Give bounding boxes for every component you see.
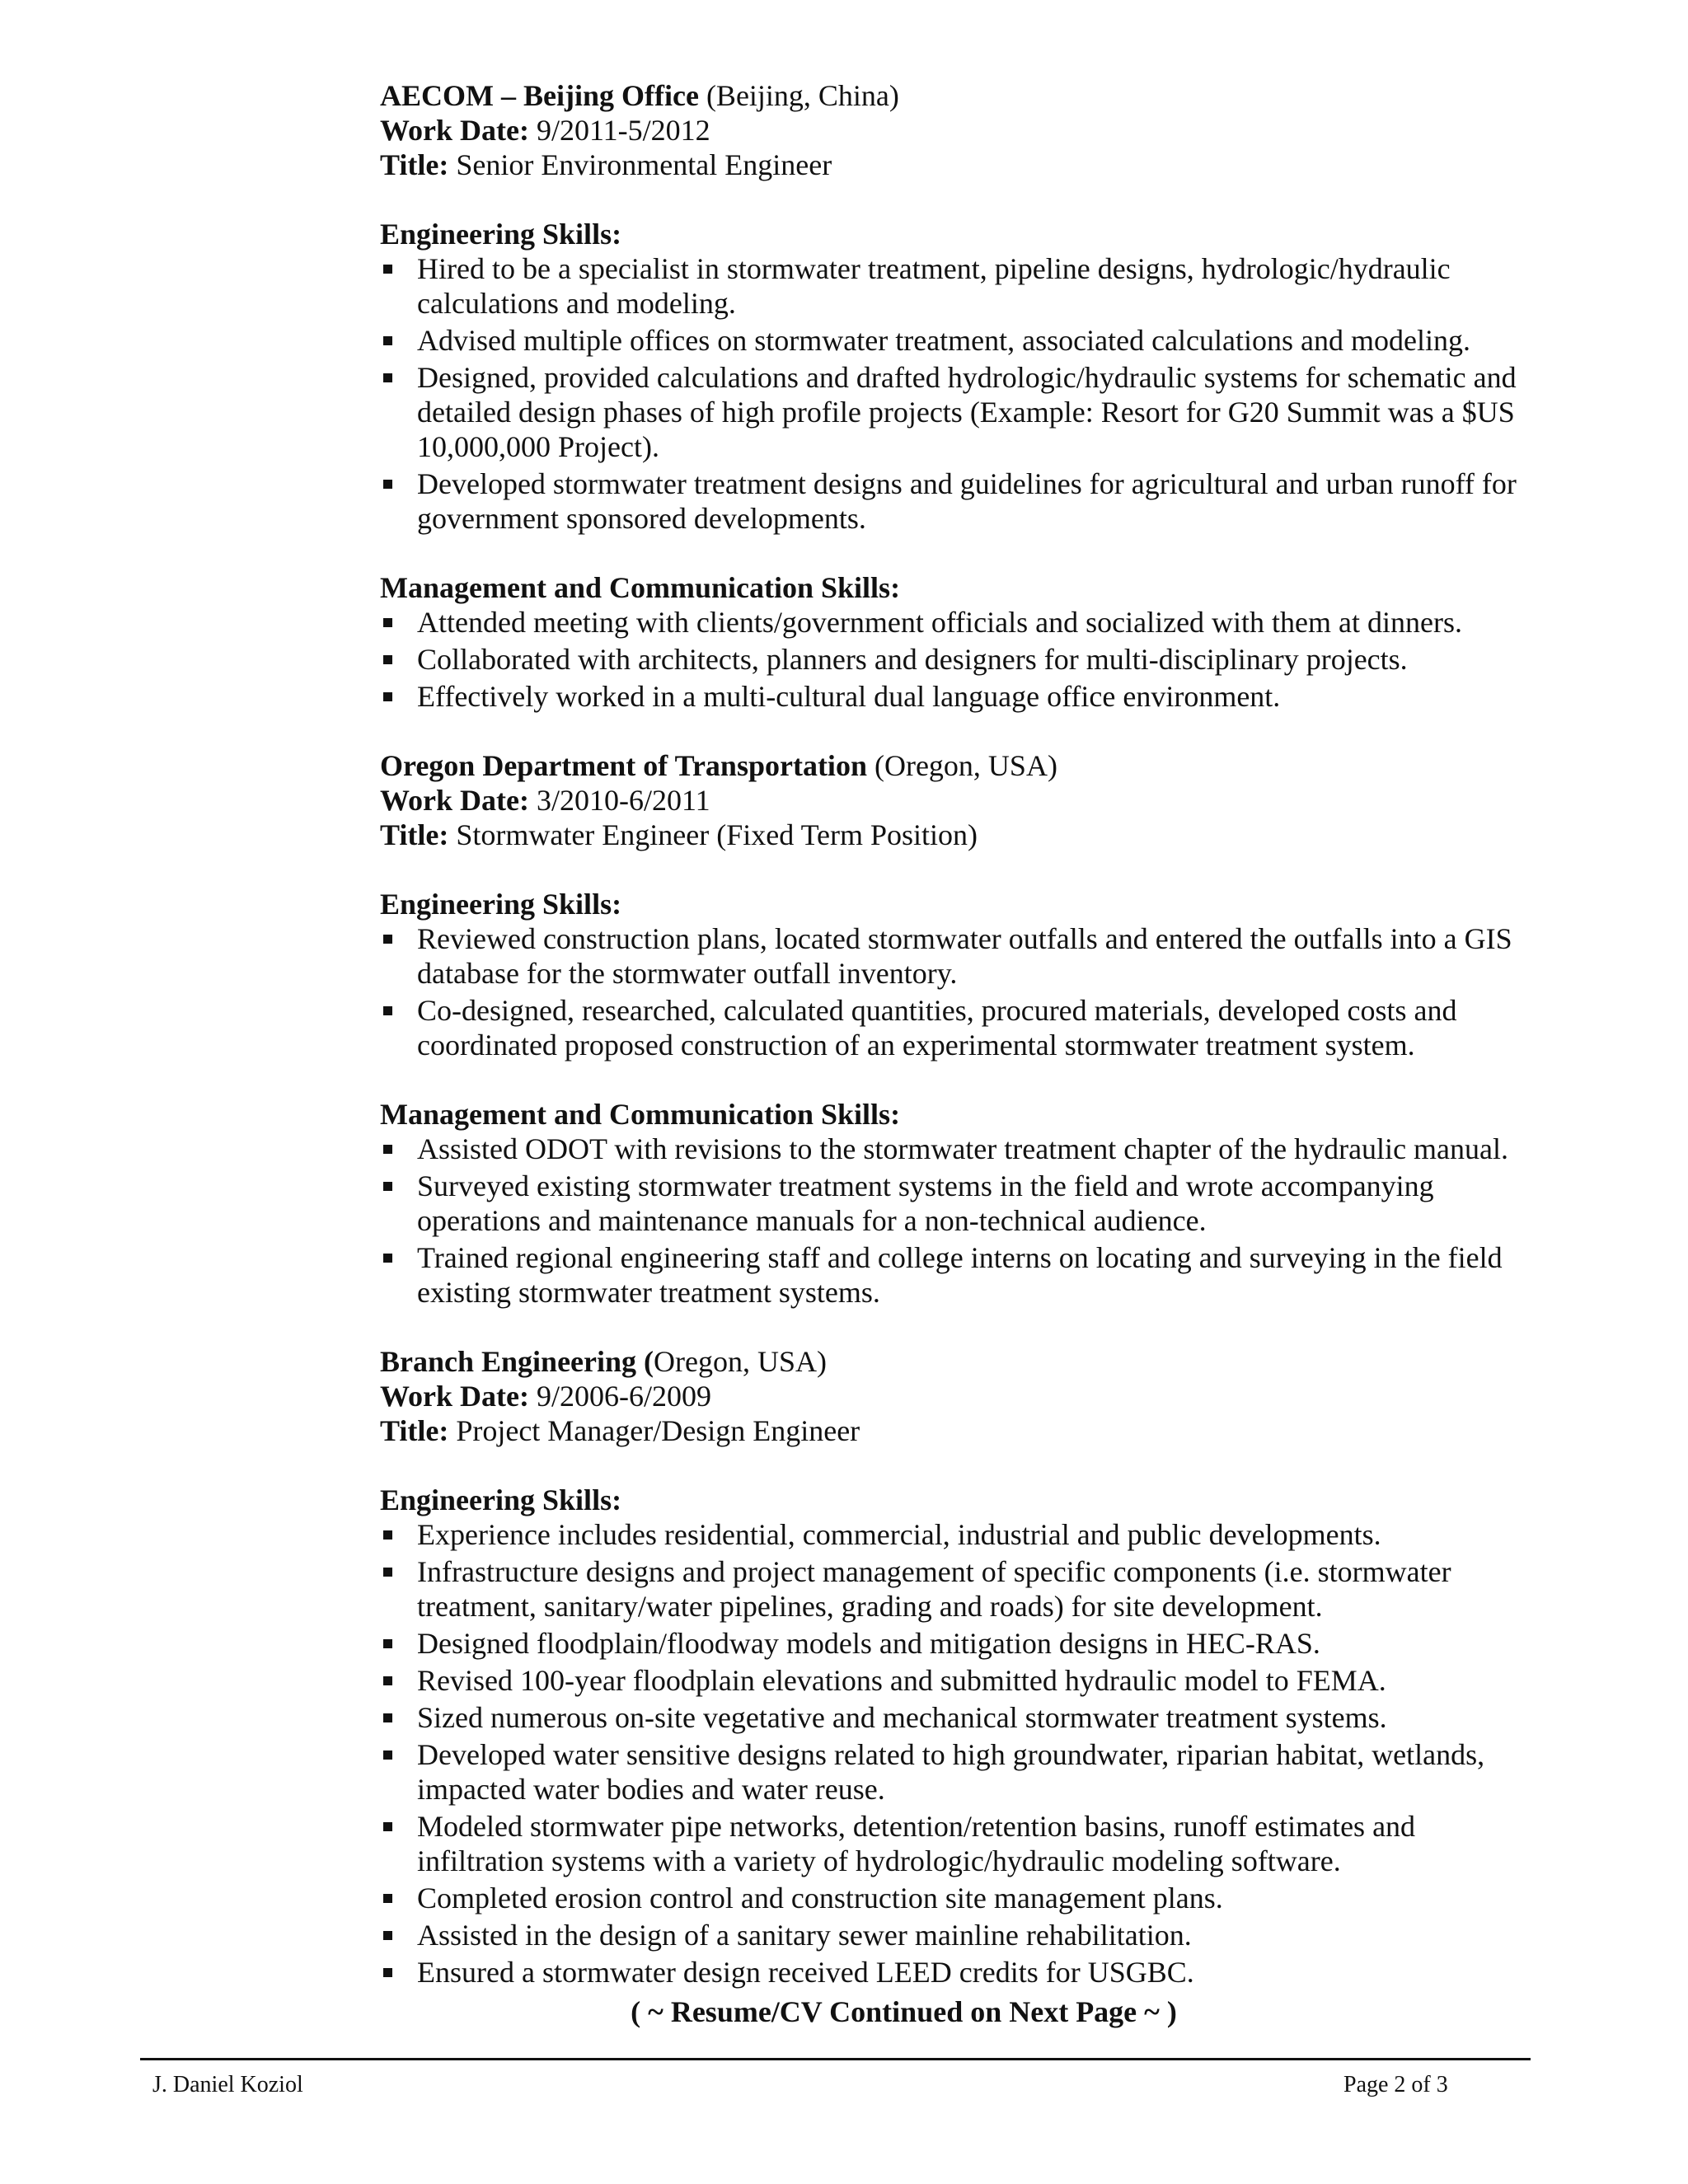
title-label: Title:: [380, 1414, 449, 1447]
bullet-list: [380, 1517, 1526, 1990]
employer-location: (Beijing, China): [706, 79, 899, 112]
bullet-item: [380, 1955, 1526, 1990]
title-value: Senior Environmental Engineer: [456, 148, 832, 181]
bullet-item: [380, 605, 1526, 640]
work-date-value: 9/2006-6/2009: [536, 1380, 711, 1413]
section-heading: Engineering Skills:: [380, 218, 622, 251]
bullet-text: Ensured a stormwater design received LEED credits for USGBC.: [417, 1956, 1194, 1989]
bullet-square-icon: [383, 265, 392, 274]
bullet-text: Collaborated with architects, planners and designers for multi-disciplinary projects.: [417, 643, 1408, 676]
bullet-text: Completed erosion control and construction site management plans.: [417, 1882, 1223, 1915]
bullet-text: Advised multiple offices on stormwater treatment, associated calculations and modeling.: [417, 324, 1470, 357]
job-entry: [380, 1344, 1526, 1990]
bullet-item: [380, 1737, 1526, 1807]
section-heading: Management and Communication Skills:: [380, 571, 901, 604]
work-date-line: [380, 113, 1526, 148]
bullet-square-icon: [383, 1639, 392, 1648]
work-date-line: [380, 1379, 1526, 1413]
resume-content: [380, 78, 1526, 2024]
skills-section: [380, 1483, 1526, 1990]
bullet-item: [380, 1663, 1526, 1698]
bullet-item: [380, 1626, 1526, 1661]
skills-section: [380, 887, 1526, 1062]
employer-location: Oregon, USA): [654, 1345, 827, 1378]
bullet-item: [380, 1554, 1526, 1624]
bullet-text: Developed stormwater treatment designs and guidelines for agricultural and urban runoff for government sponsored developments.: [417, 467, 1517, 535]
bullet-text: Designed, provided calculations and drafted hydrologic/hydraulic systems for schematic and detailed design phases of high profile projects (Example: Resort for G20 Summit was a $US 10,000,000 Project).: [417, 361, 1517, 463]
bullet-square-icon: [383, 336, 392, 345]
bullet-item: [380, 360, 1526, 464]
bullet-square-icon: [383, 1968, 392, 1977]
title-line: [380, 1413, 1526, 1448]
employer-location: (Oregon, USA): [874, 749, 1057, 782]
work-date-line: [380, 783, 1526, 818]
skills-section: [380, 217, 1526, 536]
bullet-item: [380, 1132, 1526, 1166]
bullet-square-icon: [383, 1750, 392, 1760]
work-date-value: 3/2010-6/2011: [536, 784, 710, 817]
bullet-text: Modeled stormwater pipe networks, detention/retention basins, runoff estimates and infiltration systems with a variety of hydrologic/hydraulic modeling software.: [417, 1810, 1416, 1877]
title-label: Title:: [380, 818, 449, 851]
bullet-square-icon: [383, 655, 392, 664]
bullet-square-icon: [383, 1822, 392, 1831]
bullet-text: Experience includes residential, commercial, industrial and public developments.: [417, 1518, 1381, 1551]
bullet-square-icon: [383, 373, 392, 382]
skills-section: [380, 1097, 1526, 1310]
bullet-square-icon: [383, 935, 392, 944]
bullet-list: [380, 1132, 1526, 1310]
footer-divider: [140, 2058, 1531, 2060]
bullet-text: Designed floodplain/floodway models and mitigation designs in HEC-RAS.: [417, 1627, 1320, 1660]
title-line: [380, 818, 1526, 852]
bullet-square-icon: [383, 1006, 392, 1015]
bullet-square-icon: [383, 1145, 392, 1154]
skills-section: [380, 570, 1526, 714]
bullet-list: [380, 251, 1526, 536]
bullet-square-icon: [383, 1713, 392, 1722]
bullet-text: Effectively worked in a multi-cultural dual language office environment.: [417, 680, 1281, 713]
bullet-square-icon: [383, 1894, 392, 1903]
bullet-item: [380, 466, 1526, 536]
bullet-item: [380, 1517, 1526, 1552]
employer-line: [380, 748, 1526, 783]
bullet-square-icon: [383, 1182, 392, 1191]
bullet-text: Sized numerous on-site vegetative and mechanical stormwater treatment systems.: [417, 1701, 1387, 1734]
bullet-text: Assisted in the design of a sanitary sewer mainline rehabilitation.: [417, 1919, 1192, 1952]
work-date-label: Work Date:: [380, 1380, 529, 1413]
bullet-text: Hired to be a specialist in stormwater treatment, pipeline designs, hydrologic/hydraulic calculations and modeling.: [417, 252, 1451, 320]
bullet-item: [380, 1700, 1526, 1735]
section-heading: Management and Communication Skills:: [380, 1098, 901, 1131]
footer-author-name: J. Daniel Koziol: [152, 2072, 303, 2097]
bullet-square-icon: [383, 1530, 392, 1540]
employer-line: [380, 78, 1526, 113]
bullet-item: [380, 1918, 1526, 1952]
bullet-item: [380, 921, 1526, 991]
section-heading: Engineering Skills:: [380, 888, 622, 921]
bullet-item: [380, 323, 1526, 358]
job-entry: [380, 748, 1526, 1310]
work-date-value: 9/2011-5/2012: [536, 114, 710, 147]
job-entry: [380, 78, 1526, 714]
bullet-text: Reviewed construction plans, located stormwater outfalls and entered the outfalls into a GIS database for the stormwater outfall inventory.: [417, 922, 1512, 990]
bullet-item: [380, 993, 1526, 1062]
title-line: [380, 148, 1526, 182]
bullet-square-icon: [383, 1676, 392, 1685]
bullet-square-icon: [383, 692, 392, 701]
bullet-text: Revised 100-year floodplain elevations and submitted hydraulic model to FEMA.: [417, 1664, 1386, 1697]
title-value: Stormwater Engineer (Fixed Term Position): [456, 818, 978, 851]
bullet-item: [380, 642, 1526, 677]
bullet-item: [380, 1240, 1526, 1310]
bullet-list: [380, 605, 1526, 714]
employer-name: Branch Engineering (: [380, 1345, 654, 1378]
employer-name: AECOM – Beijing Office: [380, 79, 699, 112]
bullet-square-icon: [383, 480, 392, 489]
section-heading: Engineering Skills:: [380, 1483, 622, 1516]
bullet-item: [380, 1881, 1526, 1915]
title-label: Title:: [380, 148, 449, 181]
bullet-text: Developed water sensitive designs related to high groundwater, riparian habitat, wetlands, impacted water bodies and water reuse.: [417, 1738, 1485, 1806]
title-value: Project Manager/Design Engineer: [456, 1414, 860, 1447]
employer-name: Oregon Department of Transportation: [380, 749, 867, 782]
bullet-text: Co-designed, researched, calculated quantities, procured materials, developed costs and coordinated proposed construction of an experimental stormwater treatment system.: [417, 994, 1457, 1062]
bullet-text: Surveyed existing stormwater treatment systems in the field and wrote accompanying operations and maintenance manuals for a non-technical audience.: [417, 1169, 1434, 1237]
bullet-square-icon: [383, 1931, 392, 1940]
bullet-item: [380, 1169, 1526, 1238]
bullet-text: Trained regional engineering staff and college interns on locating and surveying in the field existing stormwater treatment systems.: [417, 1241, 1503, 1309]
bullet-list: [380, 921, 1526, 1062]
work-date-label: Work Date:: [380, 784, 529, 817]
continued-note: ( ~ Resume/CV Continued on Next Page ~ ): [631, 1995, 1177, 2028]
bullet-text: Assisted ODOT with revisions to the stormwater treatment chapter of the hydraulic manual.: [417, 1132, 1509, 1165]
bullet-square-icon: [383, 618, 392, 627]
bullet-text: Infrastructure designs and project management of specific components (i.e. stormwater treatment, sanitary/water pipelines, grading and roads) for site development.: [417, 1555, 1451, 1623]
footer-page-number: Page 2 of 3: [1343, 2072, 1448, 2097]
employer-line: [380, 1344, 1526, 1379]
work-date-label: Work Date:: [380, 114, 529, 147]
bullet-square-icon: [383, 1254, 392, 1263]
bullet-item: [380, 1809, 1526, 1878]
bullet-square-icon: [383, 1568, 392, 1577]
bullet-item: [380, 251, 1526, 321]
bullet-text: Attended meeting with clients/government officials and socialized with them at dinners.: [417, 606, 1462, 639]
bullet-item: [380, 679, 1526, 714]
